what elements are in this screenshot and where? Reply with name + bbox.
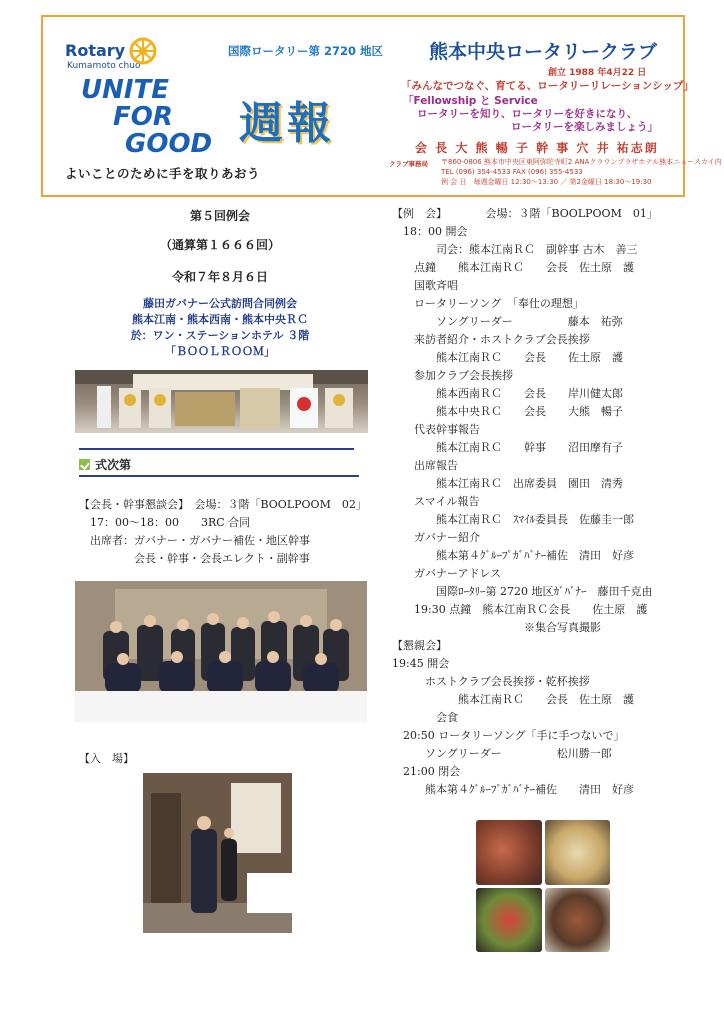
- program-line: ※集合写真撮影: [392, 621, 601, 634]
- program-line: 熊本第４ｸﾞﾙｰﾌﾟｶﾞﾊﾞﾅｰ補佐 清田 好彦: [392, 783, 634, 796]
- entrance-photo-graphic: [143, 773, 292, 933]
- food-photo: [476, 820, 542, 885]
- program-line: ロータリーソング 「奉仕の理想」: [392, 297, 584, 310]
- program-line: 参加クラブ会長挨拶: [392, 369, 513, 382]
- cumulative-number: （通算第１６６６回）: [159, 238, 280, 252]
- district-label: 国際ロータリー第 2720 地区: [228, 44, 384, 58]
- office-info: [441, 157, 722, 187]
- section-heading: [79, 456, 131, 473]
- visit-line: 「ＢＯＯＬＲＯＯＭ」: [165, 345, 275, 358]
- rotary-logo: [65, 35, 155, 75]
- office-label: クラブ事務局: [389, 160, 428, 168]
- program-line: 熊本江南ＲＣ 出席委員 園田 清秀: [392, 477, 623, 490]
- program-line: ガバナーアドレス: [392, 567, 502, 580]
- program-line: 代表幹事報告: [392, 423, 480, 436]
- program-line: ガバナー紹介: [392, 531, 480, 544]
- office-phone: TEL (096) 354-4533 FAX (096) 355-4533: [441, 168, 583, 176]
- program-line: 21:00 閉会: [392, 765, 461, 778]
- program-line: 熊本江南ＲＣ 幹事 沼田摩有子: [392, 441, 623, 454]
- slogan-line: UNITE: [81, 75, 170, 105]
- slogan-line: GOOD: [125, 129, 213, 159]
- check-icon: [79, 459, 90, 470]
- program-line: 20:50 ロータリーソング「手に手つないで」: [392, 729, 625, 742]
- program-line: 司会：熊本江南ＲＣ 副幹事 古木 善三: [392, 243, 638, 256]
- program-line: 来訪者紹介・ホストクラブ会長挨拶: [392, 333, 590, 346]
- group-photo: [75, 581, 367, 722]
- tagline: よいことのために手を取りあおう: [65, 166, 261, 181]
- visit-line: 熊本江南・熊本西南・熊本中央ＲＣ: [132, 313, 308, 326]
- club-name: 熊本中央ロータリークラブ: [429, 41, 658, 63]
- venue-banner-photo: [75, 370, 368, 433]
- program-line: 会食: [392, 711, 458, 724]
- agenda-line: 出席者：ガバナー・ガバナー補佐・地区幹事: [79, 534, 310, 547]
- program-line: 【懇親会】: [392, 639, 447, 652]
- logo-sub: Kumamoto chuo: [67, 61, 141, 71]
- visit-line: 藤田ガバナー公式訪問合同例会: [143, 297, 297, 310]
- venue-banner-graphic: [75, 370, 368, 433]
- food-photo-collage: [476, 820, 610, 952]
- program-line: 出席報告: [392, 459, 458, 472]
- program-line: 熊本西南ＲＣ 会長 岸川健太郎: [392, 387, 623, 400]
- program-line: 熊本江南ＲＣ ｽﾏｲﾙ委員長 佐藤圭一郎: [392, 513, 634, 526]
- founded-date: 創立 1988 年4月22 日: [548, 68, 647, 78]
- officers-line: 会 長 大 熊 暢 子 幹 事 穴 井 祐志朗: [415, 141, 659, 155]
- section-divider-bottom: [79, 475, 359, 477]
- visit-line: 於：ワン・ステーションホテル ３階: [130, 329, 310, 342]
- program-line: 18：00 開会: [392, 225, 468, 238]
- governor-visit-info: [75, 296, 365, 360]
- entrance-photo: [143, 773, 292, 933]
- program-line: ホストクラブ会長挨拶・乾杯挨拶: [392, 675, 590, 688]
- food-photo: [545, 888, 611, 953]
- meeting-date: 令和７年８月６日: [171, 270, 268, 284]
- motto-line: 「Fellowship と Service: [403, 95, 538, 107]
- pre-meeting-agenda: [79, 496, 367, 568]
- program-line: 点鐘 熊本江南ＲＣ 会長 佐土原 護: [392, 261, 634, 274]
- publication-title: 週報: [239, 98, 335, 149]
- food-photo: [545, 820, 611, 885]
- program-line: スマイル報告: [392, 495, 480, 508]
- motto-line: ロータリーを楽しみましょう」: [511, 121, 658, 133]
- unite-for-good-slogan: [81, 77, 212, 158]
- agenda-line: 【会長・幹事懇談会】 会場：３階「BOOLPOOM 02」: [79, 498, 367, 511]
- agenda-line: 17：00～18：00 3RC 合同: [79, 516, 251, 529]
- program-line: 国際ﾛｰﾀﾘｰ第 2720 地区ｶﾞﾊﾞﾅｰ 藤田千克由: [392, 585, 653, 598]
- agenda-line: 会長・幹事・会長エレクト・副幹事: [79, 552, 310, 565]
- program-line: 19:45 開会: [392, 657, 450, 670]
- section-title: 式次第: [95, 458, 132, 472]
- food-photo: [476, 888, 542, 953]
- program-line: 19:30 点鐘 熊本江南ＲＣ会長 佐土原 護: [392, 603, 648, 616]
- program-line: 【例 会】 会場：３階「BOOLPOOM 01」: [392, 207, 658, 220]
- program-line: 国歌斉唱: [392, 279, 458, 292]
- header-banner: [41, 15, 722, 197]
- program-line: ソングリーダー 松川勝一郎: [392, 747, 612, 760]
- meeting-program: [392, 205, 658, 799]
- rotary-wheel-icon: [129, 37, 157, 65]
- program-line: 熊本江南ＲＣ 会長 佐土原 護: [392, 351, 623, 364]
- section-divider-top: [79, 448, 354, 450]
- office-address: 〒860-0806 熊本市中央区東阿弥陀寺町2 ANAクラウンプラザホテル熊本ニュースカイ内: [441, 158, 722, 166]
- motto-line: ロータリーを知り、ロータリーを好きになり、: [417, 108, 638, 120]
- program-line: 熊本江南ＲＣ 会長 佐土原 護: [392, 693, 634, 706]
- motto-primary: 「みんなでつなぐ、育てる、ロータリーリレーションシップ」: [401, 80, 694, 92]
- program-line: ソングリーダー 藤本 祐弥: [392, 315, 623, 328]
- motto-secondary: [403, 95, 658, 134]
- group-photo-graphic: [75, 581, 367, 722]
- program-line: 熊本中央ＲＣ 会長 大熊 暢子: [392, 405, 623, 418]
- program-line: 熊本第４ｸﾞﾙｰﾌﾟｶﾞﾊﾞﾅｰ補佐 清田 好彦: [392, 549, 634, 562]
- entrance-label: 【入 場】: [79, 752, 134, 765]
- slogan-line: FOR: [113, 102, 173, 132]
- office-meeting-days: 例 会 日 毎週金曜日 12:30～13:30 ／ 第2金曜日 18:30～19:30: [441, 178, 652, 186]
- meeting-number: 第５回例会: [189, 209, 250, 223]
- logo-word: Rotary: [65, 41, 126, 60]
